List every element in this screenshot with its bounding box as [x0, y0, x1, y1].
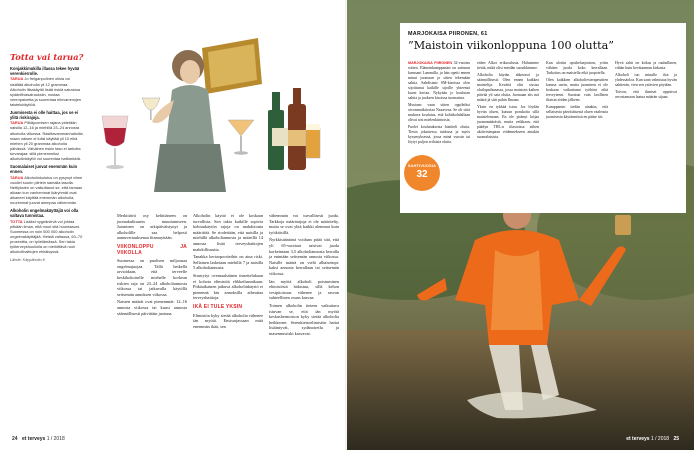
page-number: 25 [673, 436, 679, 442]
answer-text: Alkoholinkulutus on pysynyt viime vuodet suurin piirtein samalla tasolla. Nettiyksien on vaikuttanut se, että tamaan alkaan kun vanhemmat ikäryhmät ovat alkaneet käyttää enemmän alkoholia, nuorimmat juovat aiempaa vähemmän. [10, 174, 83, 205]
paragraph: Nyrkkisääntönä voidaan pitää sitä, että yli 65-vuotiaat saisivat juoda korkeintaan 3,5 alkoholiannosta kerralla ja enintään seitsemän annosta viikossa. Naisille määrä on vielä alhaisempi: kaksi annosta kerrallaan tai seitsemän viikossa. [269, 237, 339, 276]
paragraph: Yksin en tykkää istua. Jos löydän hyvän oluen, kutsun porukoita sillä maistelemaan. En ole pitänyt krijaa juomamäärästä, mutta veikkaan, että päädyn THL:n tilastoissa siihen aktiivisimpaan viidennekseen ainakin suomalaisista. [477, 105, 539, 139]
story-columns [408, 61, 678, 206]
article-column-2 [193, 213, 263, 413]
answer-verdict: TARUA [10, 76, 24, 82]
article-column-3 [269, 213, 339, 413]
right-page [347, 0, 694, 450]
answer-verdict: TARUA [10, 174, 24, 180]
sidebar-answer [10, 219, 84, 255]
sidebar-question: Alkoholin ongelmakäyttäjiä voi olla valtava tunnistaa. [10, 208, 79, 219]
sidebar-block [10, 110, 84, 161]
paragraph: Merkittävä osy kehittäneen on juomakulttuurin muuttamiseen. Juominen on arkipäiväistynyt ja alkoholille saa helposti aamuvertauksenaa fitamuyttään. [117, 213, 187, 241]
facts-sidebar [10, 52, 84, 416]
paragraph: Naisten määrät ovat pienemmät: 12–16 annosta viikossa tai kuusi annosta säännöllisesti päivittäin juotuna. [117, 299, 187, 316]
paragraph: Suomessa on puolisen miljoonaa ongelmajuojaa. Tällä hetkellä arvioidaan, että terveelle keskikokoiselle miehelle korkean riskien raja on 23–24 alkoholiannosta viikossa tai jatkuvalla käytöllä seitsemän annoksen viikossa. [117, 258, 187, 297]
paragraph: eiden Alkot eriksoulusta. Halusinme tietää, mikä olisi meidän suosikkimme. [477, 61, 539, 70]
issue-number: 1 / 2018 [46, 436, 65, 442]
page-footer-right [626, 436, 682, 442]
paragraph: Puolet koulutuksesta käsitteli olutta. Tiesin jokaisessa taidossa ja myös kysymyksessä, jossa minä vuosin tai löytyi paljon erilaisia oluita. [408, 125, 470, 144]
answer-verdict: TARUA [10, 120, 24, 126]
page-number: 24 [12, 436, 18, 442]
story-series-label: MARJOKAISA PIIRONEN, 61 [408, 31, 488, 37]
sidebar-answer [10, 120, 84, 161]
paragraph: Olen kaikkien alkoholiesterapeuttien kanssa usein, mutta juominen ei ole koskaan vaikuttanut työhöni eikä terveyteeni. Suostun vain lasillisen iltaisin töiden jälkeen. [546, 78, 608, 102]
paragraph: Strutrytyt ovemaalsäinen itsnettelukaan ei kohota elimistöä elikkeihanaikaan. Pitkäaikainen jatkuva alkoholinkäyttö ei pienennä kin annoksilla aiheuttaa terveyshaittoja. [193, 272, 263, 301]
paragraph: Toivon, että ihmiset oppisivat arvostamaan laatua määrän sijaan. [615, 90, 677, 99]
story-column-2 [477, 61, 539, 206]
paragraph: Toimen alkoholin tieteen vaikuttava istuvan se, että iän myötä keskushermoston kyky sietää alkoholia heikkenee. Serenkiertoelimistön haitat lisääntyvät, sydänoireilu ja masennusriski kasvavat. [269, 302, 339, 336]
answer-text: Pitkäjuomisen rajana pidetään naisilla 12–16 ja miehillä 23–24 annosta alkoholia viikossa. Rasittavammanhaitoilla maan naisen ei tulisi käyttää yli 10 eikä miehen yli 20 grammaa alkoholia päivässä. Vähäinen riskin taso ei tarkoita turvarajaa: sillä pienemmiksi alkoholinkäyttö voi suurentaa haittariskiä. [10, 120, 83, 162]
badge-value: 32 [416, 169, 428, 180]
sidebar-block [10, 66, 84, 107]
issue-number: 1 / 2018 [650, 436, 670, 442]
paragraph: vähemmän voi turvallisesti juoda. Tarkkoja määrärajoja ei ole määritelty, mutta se ovat yhtä kaikki alemmat kuin työikäisillä. [269, 213, 339, 235]
sidebar-block [10, 164, 84, 205]
story-column-3 [546, 61, 608, 206]
paragraph: Hyvä sahti on kirkas ja rauhallinen, vähän kuin kevätaamun kirkasta. [615, 61, 677, 70]
paragraph: Alkoholi tuo minulle iloa ja yhdessäoloa. Kun saan valmistaa hyvän sahtierän, vien sen ystävien pöytään. [615, 73, 677, 87]
subheading: IKÄ EI TULE YKSIN [193, 303, 243, 310]
answer-verdict: TOTTA [10, 218, 23, 224]
page-footer-left [12, 436, 65, 442]
story-column-4 [615, 61, 677, 206]
story-box [400, 23, 686, 213]
paragraph: Tanakka kertaopootteihin on aina riski. Sellainen lasketaan miehillä 7 ja naisilla 5 alkoholiannosta. [193, 254, 263, 271]
paragraph: Kun aloitin opiskeluajoiston, yritin vähiten juoda koko kerrallaan. Tarkoitus on maistella eikä juopotella. [546, 61, 608, 75]
article-column-1 [117, 213, 187, 413]
badge-label: SAHTIVUOSIA [407, 164, 437, 168]
paragraph: Alkoholin käyttö ei ole koskaan turvallista. Sen takia kaikille sopivia kohtuukäytön rajoja on mahdotonta määrittää. Se riodettään, että naisilla ja miehillä alkoholiannosta ja määrillä 14 annosta lisää terveyshaittojen mahdollisuutta. [193, 213, 263, 252]
story-title: ”Maistoin viikonloppuna 100 olutta” [408, 39, 615, 52]
sidebar-source: Lähde: Käypähoito.fi [10, 258, 45, 263]
sidebar-answer [10, 175, 84, 206]
lead-name: MARJOKAISA PIIRONEN [408, 61, 453, 65]
paragraph [408, 61, 470, 101]
collage-illustration [90, 10, 325, 200]
answer-text: Lisäksi nygeänlevä voi johtaa pitkään ilman, että muut sitä huomaavat. Suomessa on noin 500 000 alkoholin ongelmakäyttäjää. Heistä valtaosa, 60–70 prosenttia, on työelämässä. Sen takia työterveyshuollolla on merkittävä rooli alkoholihaittojen ehkäisyssä. [10, 218, 83, 255]
sidebar-question: Suomalaiset juovat enemmän kuin ennen. [10, 164, 78, 175]
paragraph-text: 32-vuotias siitten. Elämänkumppanini on sattunut kanssani Lammilla, ja hän opetti ennen minut juomaan ja sitten tekemään sahtia. Sahdistani SM-kisoissa olen sijoittunut kaikille sijoille yhteensä kuusi kertaa. Nykyään jo koulutan sahtia ja juoksen kisoissa tuomarina. [408, 61, 470, 100]
sidebar-title: Totta vai tarua? [10, 52, 84, 62]
sidebar-question: Juomisesta ei olle haittaa, jos se ei ylitä riskirajoja. [10, 109, 79, 121]
subheading: VIIKONLOPPU JA VIIKOLLA [117, 243, 187, 256]
paragraph: Alkoholia käytän ahkerasti ja säännöllisesti. Olen ennen kaikkea maistelija. Kevättä olin sissisa olutlapaihunassa, jossa maistoin kaiken päivää yli sata olutta. Juomaan siis mä määrä jä siitt pahin Ilmaan. [477, 73, 539, 102]
years-badge [404, 155, 440, 191]
paragraph: Iän myötä alkoholi poistuminen elimistöstä hidastuu, sillä kehon vesipitoisuus vähenee ja rasvan suhteellinen osuus kasvaa. [269, 278, 339, 301]
sidebar-answer [10, 76, 84, 107]
answer-text: Jo freiganpolinen olisia voi sisältää alkoholia yli 12 grammaa. Alkoholin liikakäyttö lisää riskiä sairastua sydänfilvasairauksiin, nostaa verenpainetta ja suurentaa elinvammojen taistelukäyttöä. [10, 76, 82, 107]
paragraph: Kumppanini tiedän ainakin, että sellaisesta päivittäisestä oluen vaaleasta juomisesta käytännössä en pääse irti. [546, 105, 608, 119]
paragraph: Mustano vaan sitten oppileiksi oivonmutkitoriaa Naxavesa. Se oli siitä mukava koulutus, että kohtikohdallaan olivat tosi mielenkiintoisia. [408, 103, 470, 122]
paragraph: Elimistön kyky sietää alkoholia vähenee iän myötä. Ensisarjassaan mitä enemmän ikää, sen [193, 312, 263, 329]
magazine-name: et terveys [21, 436, 46, 442]
magazine-name: et terveys [626, 436, 650, 442]
sidebar-question: Konjakkimukilla illassa tekee hyvää verenkierrolle. [10, 66, 80, 77]
sidebar-block [10, 208, 84, 254]
